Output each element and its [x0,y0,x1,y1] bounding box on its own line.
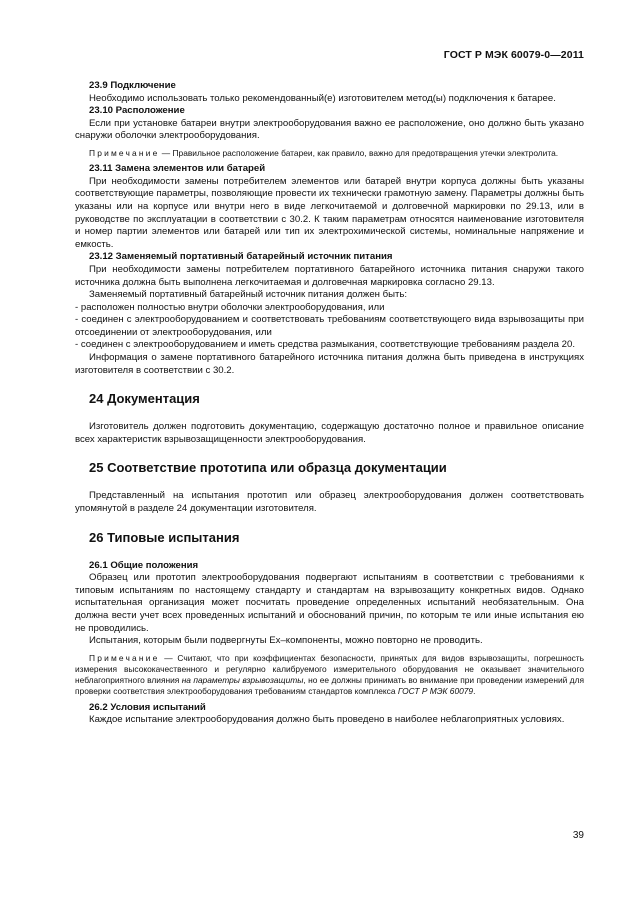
section-24-text: Изготовитель должен подготовить документацию, содержащую достаточно полное и правильное описание всех характеристик взрывозащищенности электрооборудования. [75,421,584,445]
page-number: 39 [572,830,584,841]
section-23-9-title: 23.9 Подключение [89,80,176,91]
section-26-1-title: 26.1 Общие положения [89,559,199,571]
note-label: Примечание [89,147,160,158]
note-label: Примечание [89,652,160,663]
section-23-12-p2: Заменяемый портативный батарейный источник питания должен быть: [89,289,408,301]
section-26-1-p1: Образец или прототип электрооборудования подвергают испытаниям в соответствии с требованиями к типовым испытаниям по настоящему стандарту и стандартам на взрывозащиту конкретных видов. Однако испытательная организация может посчитать проведение определенных испытаний необязательным. Она должна вести учет всех проведенных испытаний и обоснований причин, по которым те или иные испытания ею не проводились. [75,572,584,634]
section-23-11-title: 23.11 Замена элементов или батарей [89,163,266,175]
note-text: — Правильное расположение батареи, как правило, важно для предотвращения утечки электролита. [159,147,559,158]
section-23-12-bullet-1: - расположен полностью внутри оболочки электрооборудования, или [75,301,385,313]
section-25-text: Представленный на испытания прототип или образец электрооборудования должен соответствовать упомянутой в разделе 24 документации изготовителя. [75,490,584,515]
note-text-a: — Считают, что при коэффициентах безопасности, принятых для видов взрывозащиты, погрешность измерения высококачественного и регулярно калибруемого измерительного оборудования не оказывает значительного неблагоприятного влияния [75,652,584,686]
section-23-10-note [75,148,584,159]
note-text-c: , но ее должны принимать во внимание при проведении измерений для проверки соответствия электрооборудования требованиям стандартов комплекса [75,675,584,697]
document-id-header: ГОСТ Р МЭК 60079-0—2011 [443,49,584,61]
section-23-12-p3: Информация о замене портативного батарейного источника питания должна быть приведена в инструкциях изготовителя в соответствии с 30.2. [75,352,584,376]
section-23-9-text: Необходимо использовать только рекомендованный(е) изготовителем метод(ы) подключения к батарее. [89,92,556,104]
section-26-1-note [75,653,584,698]
section-23-12-bullet-2: - соединен с электрооборудованием и соответствовать требованиям соответствующего вида взрывозащиты при отсоединении от электрооборудования, или [75,314,584,338]
page-content [75,80,584,727]
section-25-title: 25 Соответствие прототипа или образца документации [89,460,447,476]
section-23-10-text: Если при установке батареи внутри электрооборудования важно ее расположение, оно должно быть указано снаружи оболочки электрооборудования. [75,117,584,142]
section-23-12-bullet-3: - соединен с электрооборудованием и иметь средства размыкания, соответствующие требованиям раздела 20. [75,339,575,351]
section-24-title: 24 Документация [89,391,200,407]
note-text-e: . [473,686,476,697]
section-26-2-text: Каждое испытание электрооборудования должно быть проведено в наиболее неблагоприятных условиях. [89,714,565,726]
section-26-1-p2: Испытания, которым были подвергнуты Ex–компоненты, можно повторно не проводить. [89,635,483,647]
section-23-10-title: 23.10 Расположение [89,105,185,117]
section-26-2-title: 26.2 Условия испытаний [89,701,206,713]
note-standard-ref: ГОСТ Р МЭК 60079 [397,686,474,697]
note-text-italic: на параметры взрывозащиты [181,675,304,686]
section-23-11-text: При необходимости замены потребителем элементов или батарей внутри корпуса должны быть указаны соответствующие параметры, позволяющие провести их технически грамотную замену. Параметры должны быть указаны или на корпусе или внутри него в виде легкочитаемой и долговечной маркировки по 29.13, или в руководстве по эксплуатации в соответствии с 30.2. К таким параметрам относятся наименование изготовителя и номер партии элементов или батарей или тип их электрохимической системы, номинальные напряжение и емкость. [75,175,584,250]
section-23-12-p1: При необходимости замены потребителем портативного батарейного источника питания снаружи такого источника должна быть выполнена легкочитаемая и долговечная маркировка согласно 29.13. [75,263,584,288]
section-26-title: 26 Типовые испытания [89,529,240,545]
section-23-12-title: 23.12 Заменяемый портативный батарейный источник питания [89,251,393,263]
